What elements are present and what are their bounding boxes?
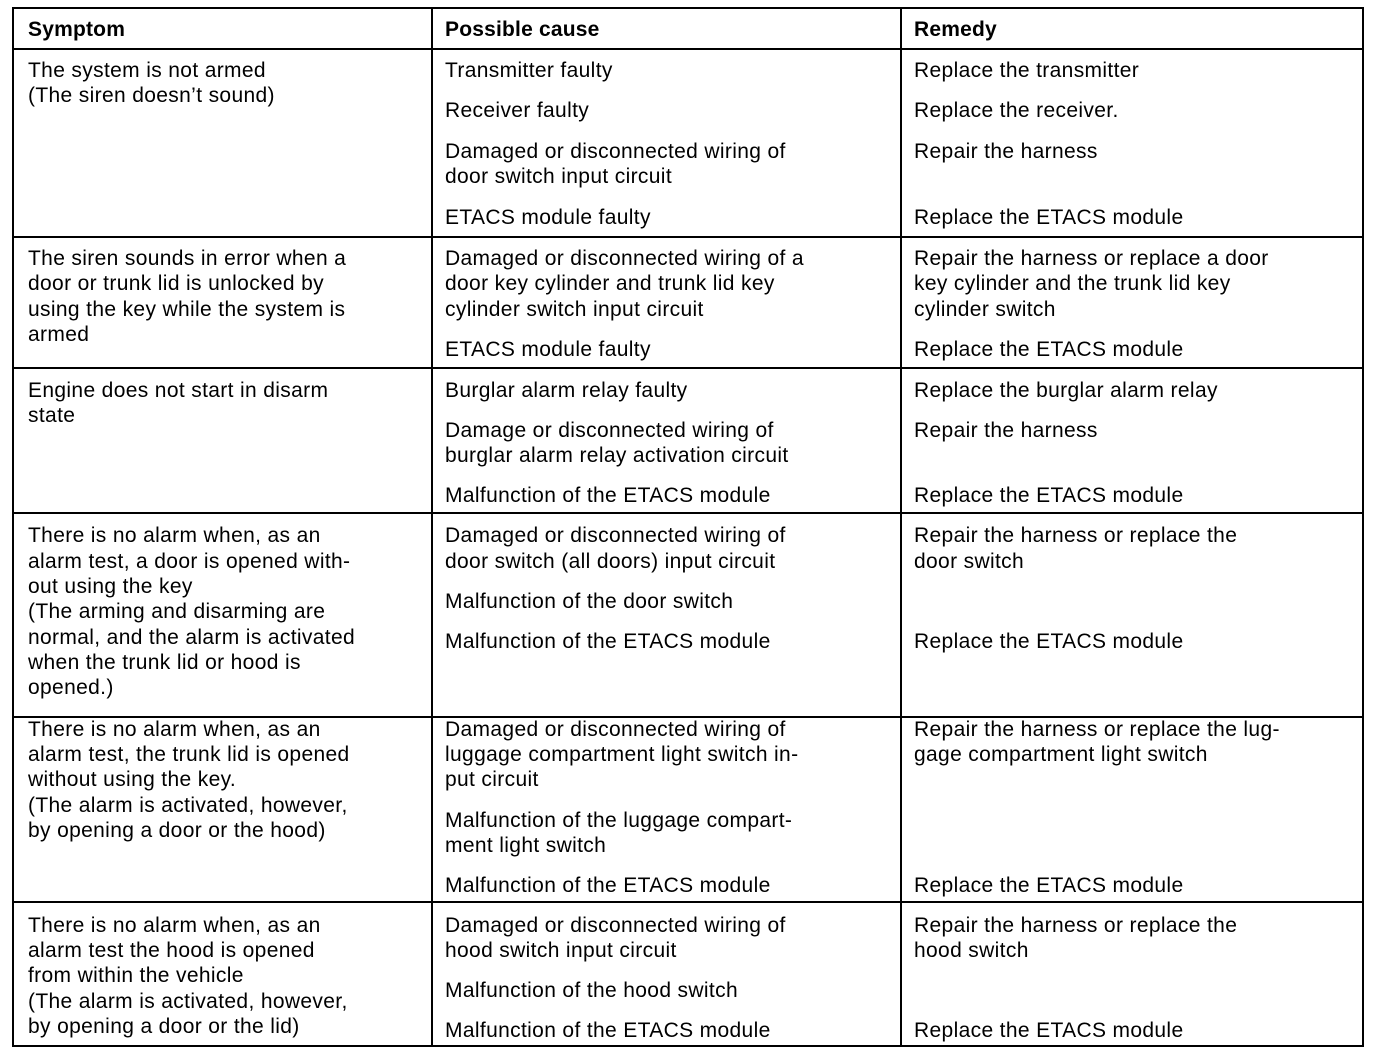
remedy-line: Replace the ETACS module xyxy=(914,1019,1184,1042)
remedy-line: gage compartment light switch xyxy=(914,743,1208,766)
symptom-line: (The siren doesn’t sound) xyxy=(28,84,275,107)
symptom-line: There is no alarm when, as an xyxy=(28,914,321,937)
cause-line: hood switch input circuit xyxy=(445,939,677,962)
cause-line: Receiver faulty xyxy=(445,99,590,122)
remedy-line: Repair the harness or replace a door xyxy=(914,247,1269,270)
symptom-line: when the trunk lid or hood is xyxy=(28,651,301,674)
remedy-line: Replace the ETACS module xyxy=(914,484,1184,507)
symptom-line: Engine does not start in disarm xyxy=(28,379,329,402)
symptom-line: normal, and the alarm is activated xyxy=(28,626,356,649)
cause-line: Malfunction of the ETACS module xyxy=(445,630,771,653)
symptom-line: (The alarm is activated, however, xyxy=(28,990,348,1013)
cause-line: Malfunction of the ETACS module xyxy=(445,1019,771,1042)
cause-line: Malfunction of the hood switch xyxy=(445,979,738,1002)
symptom-line: (The alarm is activated, however, xyxy=(28,794,348,817)
cause-line: ment light switch xyxy=(445,834,607,857)
cause-line: ETACS module faulty xyxy=(445,338,651,361)
cause-line: ETACS module faulty xyxy=(445,206,651,229)
remedy-line: Repair the harness or replace the lug- xyxy=(914,718,1280,741)
symptom-line: armed xyxy=(28,323,90,346)
row-divider-3 xyxy=(14,512,1362,514)
symptom-line: The siren sounds in error when a xyxy=(28,247,347,270)
remedy-line: Repair the harness xyxy=(914,140,1098,163)
symptom-line: using the key while the system is xyxy=(28,298,346,321)
cause-line: burglar alarm relay activation circuit xyxy=(445,444,789,467)
cause-line: Burglar alarm relay faulty xyxy=(445,379,688,402)
symptom-line: (The arming and disarming are xyxy=(28,600,326,623)
symptom-line: state xyxy=(28,404,76,427)
symptom-line: door or trunk lid is unlocked by xyxy=(28,272,325,295)
row-divider-5 xyxy=(14,901,1362,903)
cause-line: Malfunction of the ETACS module xyxy=(445,874,771,897)
cause-line: Malfunction of the door switch xyxy=(445,590,734,613)
symptom-line: There is no alarm when, as an xyxy=(28,718,321,741)
remedy-line: Replace the ETACS module xyxy=(914,874,1184,897)
cause-line: Damaged or disconnected wiring of a xyxy=(445,247,804,270)
symptom-line: by opening a door or the hood) xyxy=(28,819,326,842)
cause-line: door key cylinder and trunk lid key xyxy=(445,272,775,295)
troubleshooting-table xyxy=(12,7,1364,1047)
remedy-line: Replace the receiver. xyxy=(914,99,1119,122)
remedy-line: hood switch xyxy=(914,939,1029,962)
cause-line: Transmitter faulty xyxy=(445,59,613,82)
symptom-line: alarm test, the trunk lid is opened xyxy=(28,743,350,766)
header-symptom: Symptom xyxy=(28,18,126,41)
header-possible-cause: Possible cause xyxy=(445,18,600,41)
symptom-line: opened.) xyxy=(28,676,114,699)
symptom-line: from within the vehicle xyxy=(28,964,244,987)
symptom-line: The system is not armed xyxy=(28,59,266,82)
remedy-line: cylinder switch xyxy=(914,298,1056,321)
cause-line: put circuit xyxy=(445,768,539,791)
remedy-line: key cylinder and the trunk lid key xyxy=(914,272,1231,295)
cause-line: Damage or disconnected wiring of xyxy=(445,419,774,442)
cause-line: Malfunction of the ETACS module xyxy=(445,484,771,507)
remedy-line: Replace the ETACS module xyxy=(914,206,1184,229)
row-divider-2 xyxy=(14,367,1362,369)
symptom-line: out using the key xyxy=(28,575,193,598)
remedy-line: Repair the harness or replace the xyxy=(914,914,1238,937)
cause-line: Malfunction of the luggage compart- xyxy=(445,809,793,832)
remedy-line: Repair the harness xyxy=(914,419,1098,442)
cause-line: Damaged or disconnected wiring of xyxy=(445,140,786,163)
cause-line: door switch input circuit xyxy=(445,165,673,188)
remedy-line: Replace the ETACS module xyxy=(914,338,1184,361)
header-remedy: Remedy xyxy=(914,18,997,41)
cause-line: Damaged or disconnected wiring of xyxy=(445,524,786,547)
remedy-line: Replace the transmitter xyxy=(914,59,1140,82)
symptom-line: by opening a door or the lid) xyxy=(28,1015,300,1038)
symptom-line: alarm test the hood is opened xyxy=(28,939,315,962)
remedy-line: door switch xyxy=(914,550,1025,573)
symptom-line: There is no alarm when, as an xyxy=(28,524,321,547)
symptom-line: alarm test, a door is opened with- xyxy=(28,550,351,573)
remedy-line: Replace the ETACS module xyxy=(914,630,1184,653)
remedy-line: Replace the burglar alarm relay xyxy=(914,379,1218,402)
symptom-line: without using the key. xyxy=(28,768,237,791)
row-divider-header xyxy=(14,48,1362,50)
cause-line: cylinder switch input circuit xyxy=(445,298,704,321)
cause-line: Damaged or disconnected wiring of xyxy=(445,914,786,937)
column-divider-cause-remedy xyxy=(900,9,902,1045)
row-divider-1 xyxy=(14,236,1362,238)
remedy-line: Repair the harness or replace the xyxy=(914,524,1238,547)
column-divider-symptom-cause xyxy=(431,9,433,1045)
cause-line: Damaged or disconnected wiring of xyxy=(445,718,786,741)
cause-line: luggage compartment light switch in- xyxy=(445,743,799,766)
cause-line: door switch (all doors) input circuit xyxy=(445,550,776,573)
